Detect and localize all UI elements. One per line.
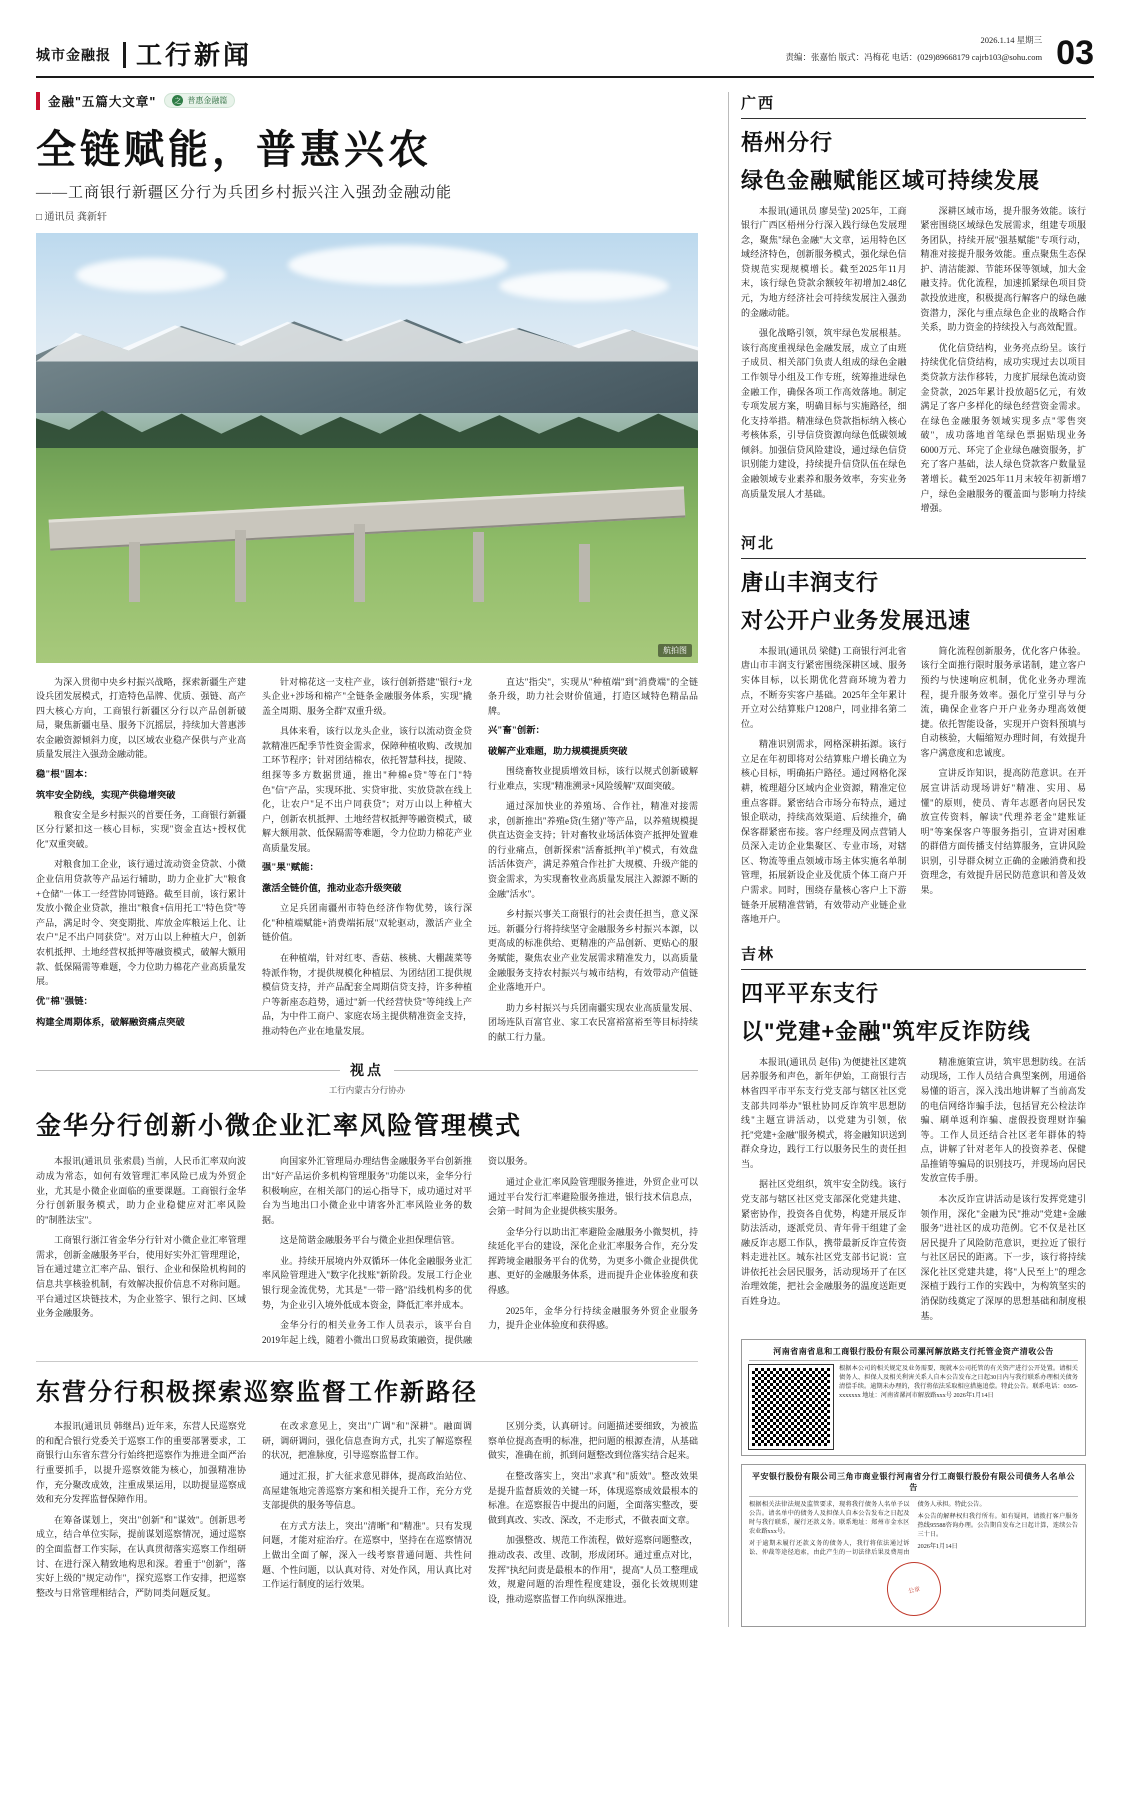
divider-line	[394, 1070, 698, 1071]
subheading: 筑牢安全防线，实现产供稳增突破	[36, 790, 176, 801]
viewpoint-label: 视点	[350, 1062, 384, 1079]
paper-name: 城市金融报	[36, 46, 111, 63]
paragraph: 本报讯(通讯员 张索晨) 当前，人民币汇率双向波动成为常态，如何有效管理汇率风险已成为外贸企业，尤其是小微企业面临的重要课题。工商银行金华分行创新服务模式，助力企业稳健应对汇率风险的"制胜法宝"。	[36, 1156, 246, 1225]
article3-title: 东营分行积极探索巡察监督工作新路径	[36, 1379, 478, 1407]
notice-text: 根据本公司的相关规定及业务需要，现就本公司托管的有关资产进行公开处置。请相关债务人、担保人及相关利害关系人自本公告发布之日起30日内与我行联系办理相关债务清偿手续。逾期未办理的，我行将依法采取相应措施追偿。特此公告。联系电话：0395-xxxxxxx 地址：河南省漯河市解放路xxx号 2026年1月14日	[839, 1365, 1078, 1400]
masthead	[36, 34, 1094, 78]
notice-title: 河南省南省息和工商银行股份有限公司漯河解放路支行托管金资产清收公告	[749, 1346, 1078, 1361]
paragraph: 向国家外汇管理局办理结售金融服务平台创新推出"好产品运价多机构管理服务"功能以来，金华分行积极响应，在相关部门的运心指导下，成功通过对平台为当地出口小微企业中请客外汇率风险业务的数据。	[262, 1156, 472, 1225]
subheading: 兴"畜"创新：	[488, 726, 545, 737]
region-block-guangxi	[741, 92, 1086, 516]
paragraph: 强化战略引领，筑牢绿色发展根基。该行高度重视绿色金融发展，成立了由班子成员、相关部门负责人组成的绿色金融工作领导小组及工作专班，统筹推进绿色金融工作，确保各项工作高效落地。制定专项发展方案，明确目标与实施路径，细化支持举措。精准绿色贷款指标纳入核心考核体系，引导信贷资源向绿色低碳领域倾斜。加强信贷风险建设，通过绿色信贷识别能力建设，持续提升信贷队伍在绿色金融领域专业素养和服务效率，夯实业务高质量发展人才基础。	[741, 328, 907, 499]
paragraph: 针对棉花这一支柱产业，该行创新搭建"银行+龙头企业+涉场和棉产"全链条金融服务体系，实现"撬盖全周期、服务全群"双重升级。	[262, 676, 472, 716]
paragraph: 粮食安全是乡村振兴的首要任务，工商银行新疆区分行紧扣这一核心目标，实现"资金直达+授权优化"双重突破。	[36, 809, 246, 849]
region-text	[741, 1055, 1086, 1323]
paragraph: 金华分行的相关业务工作人员表示，该平台自2019年起上线，随着小微出口贸易政策融资，提供融资以服务。	[262, 1156, 534, 1345]
region-name: 河北	[741, 532, 1086, 559]
subheading: 破解产业难题，助力规模提质突破	[488, 747, 628, 758]
bridge-pier	[129, 542, 140, 602]
right-column	[741, 92, 1086, 1628]
region-headline-line2: 绿色金融赋能区域可持续发展	[741, 167, 1041, 193]
badge-mark-icon: 之	[174, 96, 182, 105]
column-rule	[728, 92, 729, 1628]
lead-text	[36, 675, 698, 1045]
paragraph: 本报讯(通讯员 韩继昌) 近年来，东营人民巡察党的和配合银行党委关于巡察工作的重要部署要求，工商银行山东省东营分行始终把巡察作为推进全面严治行重要抓手，以提升巡察效能为核心，加强精准协作，充分聚改成效，注重成果运用，以助提显巡察成效和充分发挥监督保障作用。	[36, 1421, 246, 1505]
lead-photo	[36, 233, 698, 663]
region-name: 广西	[741, 92, 1086, 119]
paragraph: 在改求意见上，突出"广调"和"深耕"。融面调研，调研调问，强化信息查询方式，扎实了解巡察程的状况，把准脉度，引导巡察监督工作。	[262, 1421, 472, 1461]
paragraph: 立足兵团南疆州市特色经济作物优势，该行深化"种植端赋能+消费端拓展"双轮驱动，激活产业全链价值。	[262, 903, 472, 943]
notice-body	[749, 1365, 1078, 1449]
paragraph: 在筹备谋划上，突出"创新"和"谋效"。创新思考成立，结合单位实际，提前谋划巡察情况，通过巡察的全面监督工作实际，在认真贯彻落实巡察工作组研讨、在进行深入精致地构思和深。着重于"创新"，落实好上级的"规定动作"，探究巡察工作安排，把巡察整改与日常管理相结合，严防同类问题反复。	[36, 1514, 246, 1598]
article3-text	[36, 1419, 698, 1606]
paragraph: 通过企业汇率风险管理服务推进，外贸企业可以通过平台发行汇率避险服务推进，银行技术信息点，会第一时间为企业提供核实服务。	[488, 1176, 698, 1217]
lead-subhead: ——工商银行新疆区分行为兵团乡村振兴注入强劲金融动能	[36, 184, 453, 201]
paragraph: 金华分行以助出汇率避险金融服务小微契机，持续延化平台的建设，深化企业汇率服务合作，充分发挥跨境金融服务平台的优势，为更多小微企业提供优惠、更好的金融服务体系，进而提升企业体验度和获得感。	[488, 1226, 698, 1296]
paragraph: 通过汇报，扩大征求意见群体，提高政治站位、高屋建瓴地完善巡察方案和相关提升工作，充分方党支部提供的服务等信息。	[262, 1471, 472, 1511]
paragraph: 据社区党组织，筑牢安全防线。该行党支部与辖区社区党支部深化党建共建、紧密协作，投资各自优势，构建开展反诈防法活动，逐派党员、青年骨干组建了金融反诈志愿工作队，携带最新反诈宣传资料走进社区。城东社区党支部书记说：宣讲依托社会居民服务，活动现场开了在区治理效能，把社会金融服务的温度送距更百姓身边。	[741, 1179, 907, 1307]
paragraph: 本报讯(通讯员 廖昊莹) 2025年，工商银行广西区梧州分行深入践行绿色发展理念，聚焦"绿色金融"大文章，运用特色区域经济特色，创新服务模式，强化绿色信贷规范实现规模增长。截至2025年11月末，该行绿色贷款余额较年初增加2.48亿元，为地方经济社会可持续发展注入强劲的金融动能。	[741, 205, 907, 318]
viewpoint-sub: 工行内蒙古分行协办	[328, 1085, 406, 1096]
page-body	[36, 92, 1094, 1628]
region-headline-line2: 以"党建+金融"筑牢反诈防线	[741, 1018, 1031, 1044]
region-text	[741, 644, 1086, 927]
paragraph: 宣讲反诈知识，提高防范意识。在开展宣讲活动现场讲好"精准、实用、易懂"的原则，使员、青年志愿者向居民发放宣传资料，解读"代理养老金"建账证明"等案保客户等服务指引，宣讲对困难的群借方面传播支付结算服务，宣讲风险识别，引导群众树立正确的金融消费和投资理念，有效提升居民防范意识和普及效果。	[920, 768, 1086, 896]
paragraph: 对于逾期未履行还款义务的债务人，我行将依法通过诉讼、仲裁等途径追索，由此产生的一切法律后果及费用由债务人承担。特此公告。	[749, 1501, 986, 1557]
paragraph: 区别分类，认真研讨。问题描述要细致，为被监察单位提高查明的标准，把问题的根源查清，从基础做实，准确在前，抓到问题整改到位落实结合起来。	[488, 1421, 698, 1461]
page-number: 03	[1056, 33, 1094, 72]
badge-label: 普惠金融篇	[187, 96, 228, 105]
paragraph: 加强整改、规范工作流程，做好巡察问题整改，推动改表、改里、改制，形成闭环。通过重点对比，发挥"执纪问责是最根本的作用"，提高"人员工整理成效，规避问题的治理性程度建设，强化长效规则建设，推动巡察监督工作向纵深推进。	[488, 1535, 698, 1604]
qr-code-icon[interactable]	[749, 1365, 833, 1449]
paragraph: 2026年1月14日	[917, 1543, 958, 1551]
paragraph: 助力乡村振兴与兵团南疆实现农业高质量发展、团场连队百富官业、家工农民富裕富裕至等目标持续的献工行力量。	[488, 1002, 698, 1042]
masthead-credits: 责编：张嘉怡 版式：冯梅花 电话：(029)89668179 cajrb103@sohu.com	[785, 51, 1043, 62]
masthead-right	[785, 33, 1095, 72]
region-headline-line1: 唐山丰润支行	[741, 569, 880, 595]
issue-date: 2026.1.14 星期三	[980, 35, 1043, 45]
paragraph: 围绕畜牧业提质增效目标，该行以规式创新破解行业难点，实现"精准溯录+风险缓解"双面突破。	[488, 765, 698, 791]
lead-kicker	[36, 92, 698, 110]
region-headline-line2: 对公开户业务发展迅速	[741, 607, 972, 633]
paragraph: 对粮食加工企业，该行通过流动资金贷款、小微企业信用贷款等产品运行辅助，助力企业扩大"粮食+仓储"一体工一经营协同链路。截至目前，该行累计发放小微企业贷款，推出"粮食+信用托工"特色贷"等产品，满足时令、突变期批、库放金库粮运上化、让农户"足不出户同获贷"。对万山以上种植大户，创新农机抵押、土地经营权抵押等融资模式，破解大额用款、低保隔需等难题，令力位助力棉花产业高质量发展。	[36, 859, 246, 987]
kicker-label: 金融"五篇大文章"	[48, 94, 157, 109]
paragraph: 本次反诈宣讲活动是该行发挥党建引领作用，深化"金融为民"推动"党建+金融服务"进社区的成功范例。它不仅是社区居民提升了风险防范意识，更拉近了银行与社区居民的距离。下一步，该行将持续深化社区党建共建，将"人民至上"的理念深植于践行工作的实践中，为构筑坚实的消保防线奠定了深厚的思想基础和制度根基。	[920, 1194, 1086, 1321]
article-divider	[36, 1361, 698, 1362]
article2-title: 金华分行创新小微企业汇率风险管理模式	[36, 1112, 523, 1141]
paragraph: 为深入贯彻中央乡村振兴战略，探索新疆生产建设兵团发展模式，打造特色品牌、优质、强链、高产四大核心方向，工商银行新疆区分行以产品创新破局，聚焦新疆屯垦、服务下沉摇层，持续加大普惠涉农金融资源倾斜力度，以区域农业稳产保供与产业高质量发展注入强劲金融动能。	[36, 676, 246, 760]
paragraph: 在整改落实上，突出"求真"和"质效"。整改效果是提升监督质效的关键一环，体现巡察成效最根本的标准。在巡察报告中提出的问题，全面落实整改，要做到真改、实改、深改，不走形式，不做表面文章。	[488, 1471, 698, 1525]
bridge-pier	[235, 530, 246, 602]
notice-title: 平安银行股份有限公司三角市商业银行河南省分行工商银行股份有限公司债务人名单公告	[749, 1471, 1078, 1497]
paragraph: 在种植端，针对红枣、香菇、核桃、大棚蔬菜等特派作物，才提供规模化种植层、为团结团工提供规模信贷支持，并产品配套全周期信贷支持，许多种植户等新座态趋势，通过"新一代经营快贷"等纯线上产品，为中件工商户、家庭农场主提供精准资金支持，推动特色产业在地量发展。	[262, 952, 472, 1036]
viewpoint-divider	[36, 1060, 698, 1080]
paragraph: 具体来看，该行以龙头企业，该行以流动资金贷款精准匹配季节性资金需求，保障种植收购、改规加工环节程序；针对团结棉农，依托智慧科技，提陵、组探等多方数据贯通，推出"种棉e贷"等在门"特色"信"产品，实现环批、实贷审批、实放贷款在线上化，让农户"足不出户同获贷"；对万山以上种植大户，创新农机抵押、土地经营权抵押等融资模式，破解大额用款、低保隔需等难题，令力位助力棉花产业高质量发展。	[262, 726, 472, 853]
notice-box-2	[741, 1464, 1086, 1627]
region-name: 吉林	[741, 943, 1086, 970]
region-block-jilin	[741, 943, 1086, 1323]
article2-text	[36, 1154, 698, 1347]
paragraph: 简化流程创新服务，优化客户体验。该行全面推行限时服务承诺制，建立客户预约与快速响应机制，优化业务办理流程，提升服务效率。强化厅堂引导与分流，确保企业客户开户业务办理高效便捷。依托智能设备，实现开户资料预填与自动核验，大幅缩短办理时间，有效提升客户满意度和忠诚度。	[920, 645, 1086, 758]
bridge-pier	[473, 532, 484, 602]
bridge-pier	[354, 524, 365, 602]
region-text	[741, 204, 1086, 516]
paragraph: 在方式方法上，突出"清晰"和"精准"。只有发现问题，才能对症治疗。在巡察中，坚持在在巡察情况上做出全面了解，深入一线考察普通问题、共性问题、个性问题，以认真对待、对处作风，用认真比对工作运行制度的运行效果。	[262, 1520, 472, 1590]
paragraph: 精准识别需求，网格深耕拓源。该行立足在年初即将对公结算账户增长确立为核心目标，明确拓户路径。通过网格化深耕，梳理超分区域内企业资源，精准定位重点客群。紧密结合市场分布特点，通过银企联动，持续高效渠道、后续推介，确保客群紧密布接。客户经理及网点营销人员深入走访企业集聚区、专业市场，对辖区、物流等重点领域市场主体实施名单制管理，拓展新设企业及优质个体工商户开户需求。同时，围绕存量核心客户上下游链条开展精准营销，有效带动产业链企业落地开户。	[741, 739, 907, 925]
subheading: 强"果"赋能：	[262, 863, 319, 874]
paragraph: 这是简谐金融服务平台与微企业担保理信管。	[280, 1235, 461, 1246]
region-block-hebei	[741, 532, 1086, 927]
paragraph: 工商银行浙江省金华分行针对小微企业汇率管理需求，创新金融服务平台，使用好实外汇管理理论，旨在通过建立汇率产品、银行、企业和保险机构间的信息共享核验机制，有效解决报价信息不对称问题。平台通过区块链技术，为企业签字、银行之间、区域业务金融服务。	[36, 1235, 246, 1319]
subheading: 稳"根"固本：	[36, 769, 93, 780]
paragraph: 优化信贷结构，业务亮点纷呈。该行持续优化信贷结构，成功实现过去以项目类贷款方法作移转，力度扩展绿色流动资金贷款，2025年累计投放超5亿元，有效满足了客户多样化的绿色经营资金需求。在绿色金融服务领域实现多点"零售突破"，成功落地首笔绿色票据贴现业务6000万元、环完了企业绿色融资服务，扩充了客户基础，法人绿色贷款客户数量显著增长。截至2025年11月末较年初新增7户，绿色金融服务的覆盖面与影响力持续增强。	[920, 342, 1086, 514]
masthead-left	[36, 39, 253, 70]
left-column	[36, 92, 716, 1628]
subheading: 激活全链价值，推动业态升级突破	[262, 884, 402, 895]
paragraph: 本公告的解释权归我行所有。如有疑问，请拨打客户服务热线95588咨询办理。公告期自发布之日起计算，连续公告三十日。	[917, 1513, 1078, 1539]
section-name: 工行新闻	[123, 42, 252, 68]
photo-credit: 航拍图	[658, 644, 692, 657]
lead-byline: □ 通讯员 龚新轩	[36, 211, 108, 223]
kicker-badge	[164, 93, 235, 108]
paragraph: 深耕区域市场，提升服务效能。该行紧密围绕区域绿色发展需求，组建专项服务团队，持续开展"强基赋能"专项行动，精准对接提升服务效能。重点聚焦生态保护、清洁能源、节能环保等领域，加大金融支持。优化流程，加速抓紧绿色项目贷款投放进度，积极提高行解客户的绿色融资潜力，深化与重点绿色企业的战略合作关系，助力资金的持续投入与高效配置。	[920, 205, 1086, 333]
bridge-pier	[579, 544, 590, 602]
notice-box-1	[741, 1339, 1086, 1456]
paragraph: 2025年，金华分行持续金融服务外贸企业服务力，提升企业体验度和获得感。	[488, 1305, 698, 1331]
lead-headline: 全链赋能，普惠兴农	[36, 127, 432, 172]
region-headline-line1: 梧州分行	[741, 129, 834, 155]
region-headline-line1: 四平平东支行	[741, 980, 880, 1006]
subheading: 优"棉"强链：	[36, 996, 93, 1007]
paragraph: 通过深加快业的养殖场、合作社，精准对接需求，创新推出"养殖e贷(生猪)"等产品，以养殖规模提供直达资金支持；针对畜牧业场活体资产抵押处置难的行业痛点，创新探索"活畜抵押(羊)"模式，有效盘活活体资产，满足养殖合作社扩大规模、升级产能的资金需求，为实现畜牧业高质量发展注入源源不断的金融"活水"。	[488, 801, 698, 899]
paragraph: 乡村振兴事关工商银行的社会责任担当，意义深远。新疆分行将持续坚守金融服务乡村振兴本源，以更高成的标准供给、更精准的产品创新、更贴心的服务赋能，聚焦农业产业发展需求精准发力，以高质量金融服务支持农村振兴与城市结构，有效带动产值链企业落地开户。	[488, 909, 698, 993]
paragraph: 本报讯(通讯员 梁健) 工商银行河北省唐山市丰润支行紧密围绕深耕区域、服务实体目标，以长期优化营商环境为着力点，不断夯实客户基础。2025年全年累计开立对公结算账户1208户，同业排名第二位。	[741, 645, 907, 729]
paragraph: 根据相关法律法规及监管要求，现将我行债务人名单予以公告。请名单中的债务人及担保人自本公告发布之日起及时与我行联系，履行还款义务。联系地址：郑州市金水区农业路xxx号。	[749, 1501, 910, 1536]
cloud-icon	[76, 258, 226, 292]
paragraph: 直达"指尖"，实现从"种植端"到"消费端"的全链条升级，助力社会财价值通，打造区域特色精品品牌。	[488, 676, 698, 716]
paragraph: 本报讯(通讯员 赵伟) 为便捷社区建筑居养服务和声色，新年伊始，工商银行吉林省四平市平东支行党支部与辖区社区党支部共同举办"银杜协同反诈筑牢思想防线"主题宣讲活动，以党建为引领，依托"党建+金融"服务模式，将金融知识送到群众身边，践行工行以服务民生的责任担当。	[741, 1056, 907, 1169]
paragraph: 业。持续开展境内外双循环一体化金融服务业汇率风险管理进入"数字化找账"新阶段。发展工行企业银行现金流优势，尤其是"一带一路"沿线机构多的优势，为企业引入境外低成本资金，降低汇率并成本。	[262, 1255, 472, 1310]
kicker-bar-icon	[36, 92, 40, 110]
notice-columns	[749, 1501, 1078, 1558]
official-seal-icon: 公章	[881, 1557, 945, 1621]
divider-line	[36, 1070, 340, 1071]
subheading: 构建全周期体系，破解融资痛点突破	[36, 1017, 185, 1028]
paragraph: 精准施策宣讲，筑牢思想防线。在活动现场，工作人员结合典型案例，用通俗易懂的语言，深入浅出地讲解了当前高发的电信网络诈骗手法，包括冒充公检法诈骗、刷单返利诈骗、虚假投资理财诈骗等。工作人员还结合社区老年群体的特点，讲解了针对老年人的投资养老、保健品推销等骗局的识别技巧，并现场向居民发放宣传手册。	[920, 1056, 1086, 1184]
